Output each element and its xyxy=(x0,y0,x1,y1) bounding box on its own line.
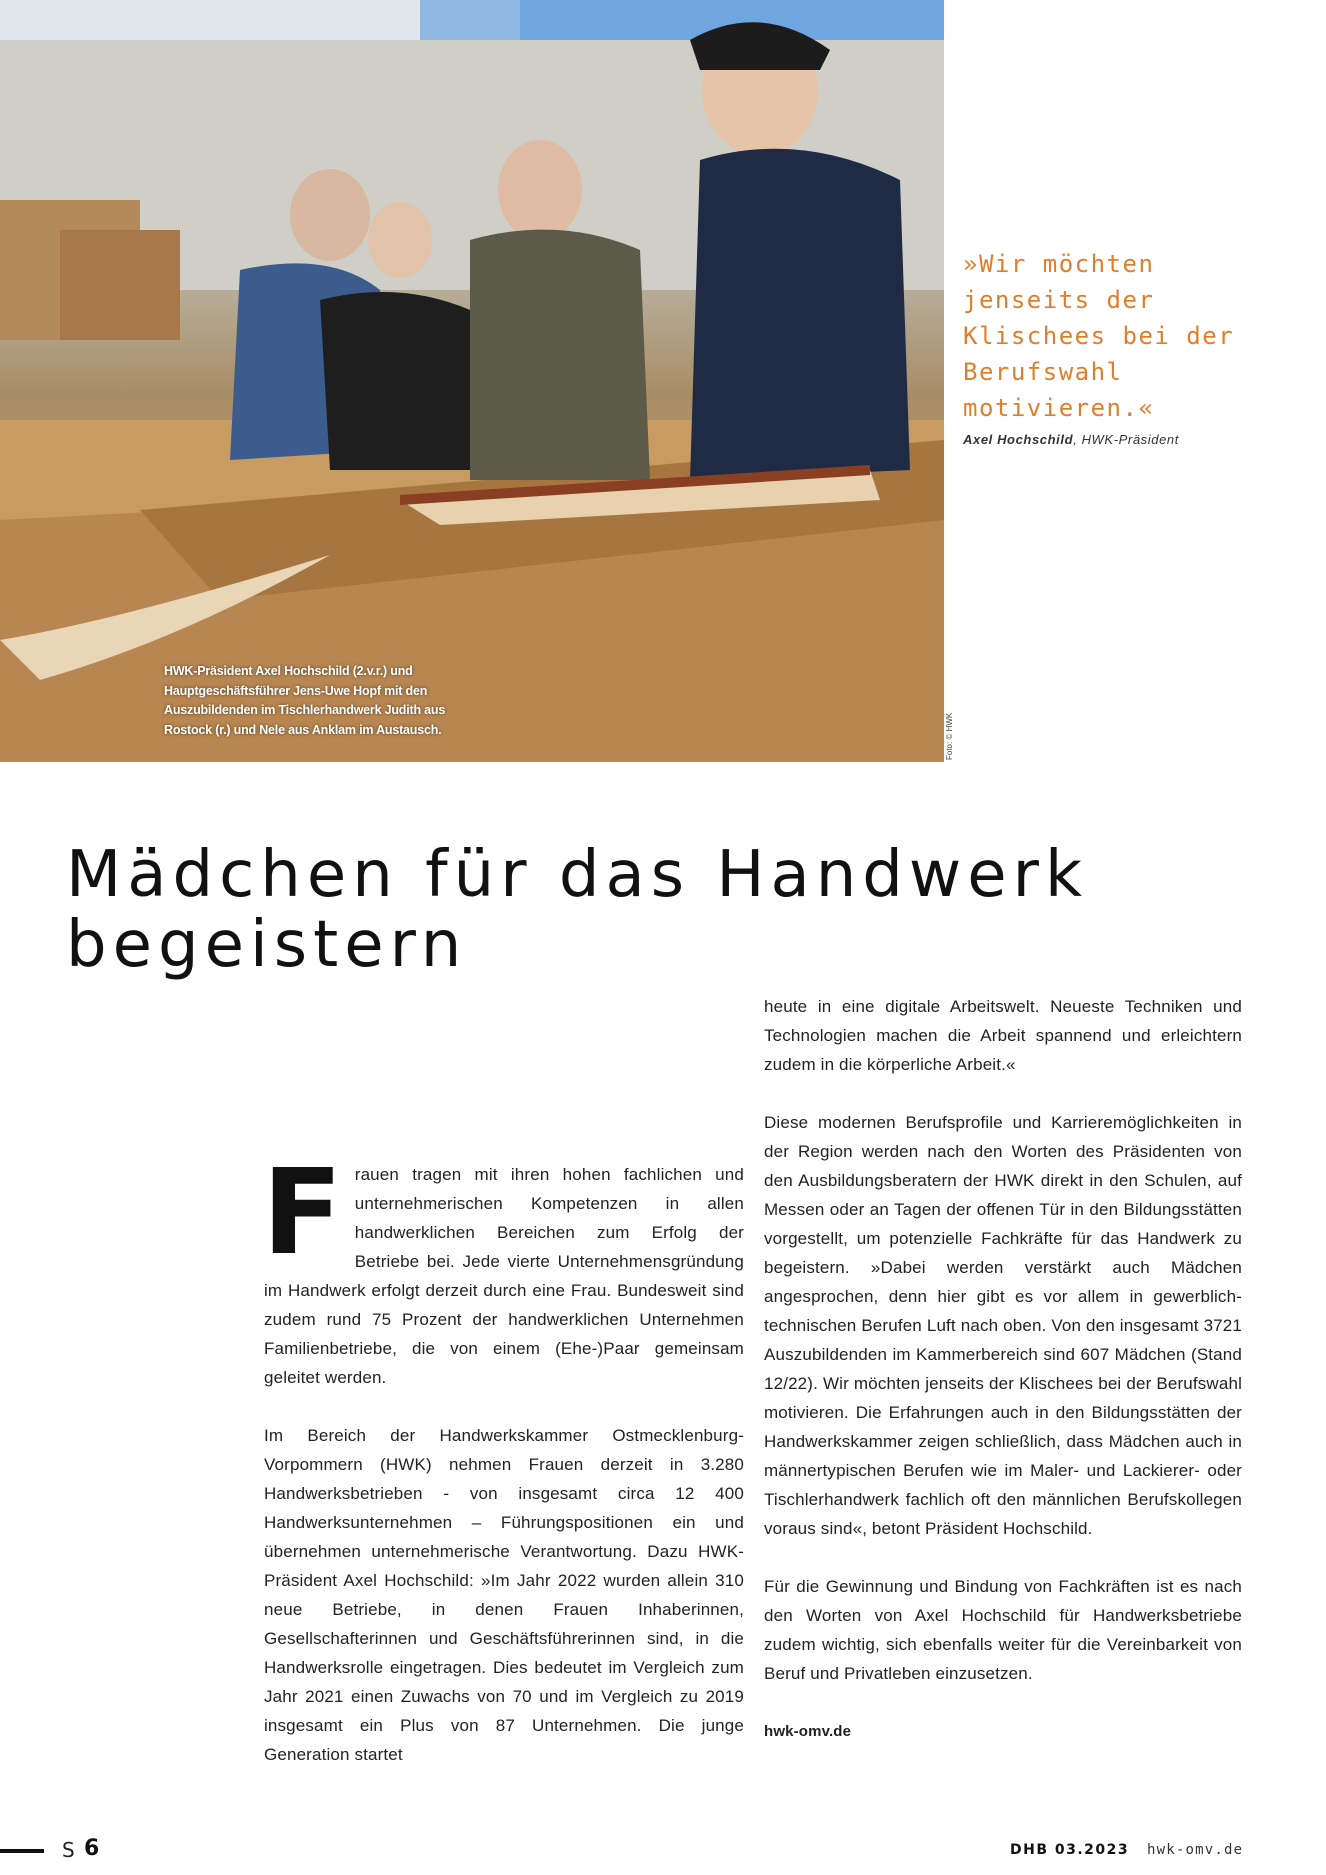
article-column-right xyxy=(764,992,1242,1775)
workshop-photo-illustration xyxy=(0,0,944,762)
photo-credit: Foto: © HWK xyxy=(945,712,954,760)
footer-website-link[interactable]: hwk-omv.de xyxy=(1147,1842,1244,1858)
quote-role: , HWK-Präsident xyxy=(1073,432,1179,447)
photo-caption: HWK-Präsident Axel Hochschild (2.v.r.) und Hauptgeschäftsführer Jens-Uwe Hopf mit den Auszubildenden im Tischlerhandwerk Judith aus Rostock (r.) und Nele aus Anklam im Austausch. xyxy=(164,664,446,737)
article-paragraph: Für die Gewinnung und Bindung von Fachkräften ist es nach den Worten von Axel Hochschild für Handwerksbetriebe zudem wichtig, sich ebenfalls weiter für die Vereinbarkeit von Beruf und Privatleben einzusetzen. xyxy=(764,1577,1242,1683)
article-paragraph: heute in eine digitale Arbeitswelt. Neueste Techniken und Technologien machen die Arbeit spannend und erleichtern zudem in die körperliche Arbeit.« xyxy=(764,997,1242,1074)
quote-author: Axel Hochschild xyxy=(963,432,1074,447)
page-prefix: S xyxy=(62,1838,75,1862)
drop-cap: F xyxy=(262,1143,343,1281)
article-photo xyxy=(0,0,944,762)
issue-label: DHB 03.2023 xyxy=(1010,1842,1130,1858)
article-paragraph xyxy=(262,1143,744,1392)
article-paragraph: Diese modernen Berufsprofile und Karrieremöglichkeiten in der Region werden nach den Worten des Präsidenten von den Ausbildungsberatern der HWK direkt in den Schulen, auf Messen oder an Tagen der offenen Tür in den Bildungsstätten vorgestellt, um potenzielle Fachkräfte für das Handwerk zu begeistern. »Dabei werden verstärkt auch Mädchen angesprochen, denn hier gibt es vor allem in gewerblich-technischen Berufen Luft nach oben. Von den insgesamt 3721 Auszubildenden im Kammerbereich sind 607 Mädchen (Stand 12/22). Wir möchten jenseits der Klischees bei der Berufswahl motivieren. Die Erfahrungen auch in den Bildungsstätten der Handwerkskammer zeigen schließlich, dass Mädchen auch in männertypischen Berufen wie im Maler- und Lackierer- oder Tischlerhandwerk fachlich oft den männlichen Berufskollegen voraus sind«, betont Präsident Hochschild. xyxy=(764,1113,1242,1538)
quote-attribution xyxy=(963,432,1263,447)
footer-rule xyxy=(0,1849,44,1853)
page-number: 6 xyxy=(84,1836,100,1861)
article-headline: Mädchen für das Handwerk begeistern xyxy=(66,838,1088,982)
pull-quote: »Wir möchten jenseits der Klischees bei der Berufswahl motivieren.« xyxy=(963,250,1235,422)
article-paragraph: Im Bereich der Handwerkskammer Ostmecklenburg-Vorpommern (HWK) nehmen Frauen derzeit in 3.280 Handwerksbetrieben - von insgesamt circa 12 400 Handwerksunternehmen – Führungspositionen ein und übernehmen unternehmerische Verantwortung. Dazu HWK-Präsident Axel Hochschild: »Im Jahr 2022 wurden allein 310 neue Betriebe, in denen Frauen Inhaberinnen, Gesellschafterinnen und Geschäftsführerinnen sind, in die Handwerksrolle eingetragen. Dies bedeutet im Vergleich zum Jahr 2021 einen Zuwachs von 70 und im Vergleich zu 2019 insgesamt ein Plus von 87 Unternehmen. Die junge Generation startet xyxy=(264,1426,744,1764)
article-weblink[interactable]: hwk-omv.de xyxy=(764,1723,852,1740)
article-column-left xyxy=(262,1143,744,1798)
paragraph-text: rauen tragen mit ihren hohen fachlichen und unternehmerischen Kompetenzen in allen handwerklichen Bereichen zum Erfolg der Betriebe bei. Jede vierte Unternehmensgründung im Handwerk erfolgt derzeit durch eine Frau. Bundesweit sind zudem rund 75 Prozent der handwerklichen Unternehmen Familienbetriebe, die von einem (Ehe-)Paar gemeinsam geleitet werden. xyxy=(264,1165,744,1387)
